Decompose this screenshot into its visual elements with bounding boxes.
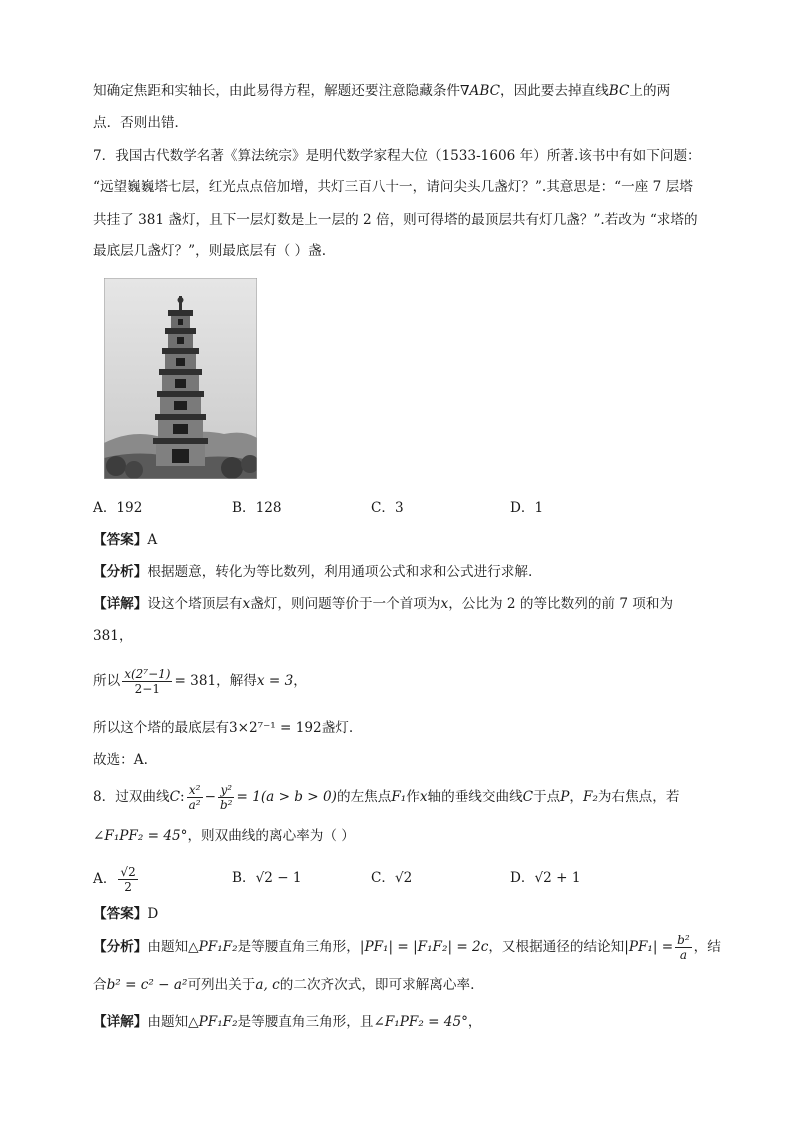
q7-option-c: C．3 (371, 500, 404, 516)
pagoda-photo (104, 278, 257, 479)
prev-solution-line-1: 知确定焦距和实轴长，由此易得方程，解题还要注意隐藏条件∇ABC，因此要去掉直线BC上的两 (93, 83, 671, 99)
q8-option-b: B．√2 − 1 (232, 870, 302, 886)
q7-bottom-line: 所以这个塔的最底层有3×2⁷⁻¹ = 192盏灯. (93, 720, 354, 736)
q8-detail-line-1: 【详解】由题知△PF₁F₂是等腰直角三角形，且∠F₁PF₂ = 45°， (93, 1014, 482, 1030)
q8-stem-line-2: ∠F₁PF₂ = 45°，则双曲线的离心率为（ ） (93, 828, 355, 844)
q7-stem-line-1: 7．我国古代数学名著《算法统宗》是明代数学家程大位（1533-1606 年）所著.该书中有如下问题： (93, 148, 701, 164)
q7-solve-line: 所以 $\frac{\text{x(2⁷−1)}}{2-1}$ = 381，解得x = 3， (93, 667, 307, 696)
q7-detail-line-1: 【详解】设这个塔顶层有x盏灯，则问题等价于一个首项为x，公比为 2 的等比数列的前 7 项和为 (93, 596, 674, 612)
prev-solution-line-2: 点．否则出错． (93, 115, 189, 131)
q8-analysis-line-1: 【分析】由题知△PF₁F₂是等腰直角三角形，|PF₁| = |F₁F₂| = 2c，又根据通径的结论知|PF₁| = $\frac{\text{b²}}{a}$ ，结 (93, 933, 721, 962)
q7-detail-line-2: 381， (93, 628, 133, 644)
q7-sum-fraction: $\frac{\text{x(2⁷−1)}}{2-1}$ (124, 667, 171, 696)
q7-stem-line-4: 最底层几盏灯？”，则最底层有（ ）盏. (93, 243, 327, 259)
q7-stem-line-3: 共挂了 381 盏灯，且下一层灯数是上一层的 2 倍，则可得塔的最顶层共有灯几盏？”.若改为 “求塔的 (93, 212, 698, 228)
q8-stem-line-1: 8．过双曲线C: $\frac{\text{x²}}{\text{a²}}$ − $\frac{\text{y²}}{\text{b²}}$ = 1(a > b > 0)的左焦点F₁作x轴的垂线交曲线C于点P，F₂为右焦点，若 (93, 783, 680, 812)
q7-option-d: D．1 (510, 500, 544, 516)
q7-stem-line-2: “远望巍巍塔七层，红光点点倍加增，共灯三百八十一，请问尖头几盏灯？”.其意思是：“一座 7 层塔 (93, 179, 693, 195)
q7-answer: 【答案】A (93, 532, 158, 548)
q8-option-d: D．√2 + 1 (510, 870, 581, 886)
q8-option-c: C．√2 (371, 870, 413, 886)
q7-option-b: B．128 (232, 500, 282, 516)
q8-answer: 【答案】D (93, 906, 159, 922)
q7-option-a: A．192 (93, 500, 143, 516)
q7-analysis: 【分析】根据题意，转化为等比数列，利用通项公式和求和公式进行求解. (93, 564, 533, 580)
q8-option-a: A． $\frac{√2}{2}$ (93, 865, 136, 894)
q8-analysis-line-2: 合b² = c² − a²可列出关于a, c的二次齐次式，即可求解离心率. (93, 977, 475, 993)
q7-choose: 故选：A. (93, 752, 148, 768)
pagoda-photo-icon (104, 278, 257, 479)
